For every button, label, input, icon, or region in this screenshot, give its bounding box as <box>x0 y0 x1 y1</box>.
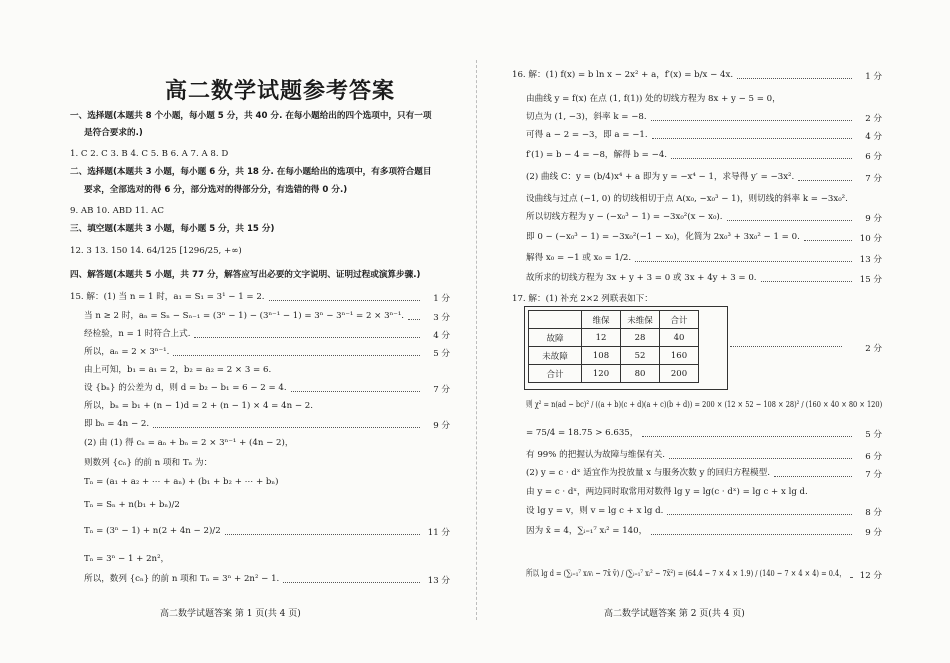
score-label: 9 分 <box>865 214 882 224</box>
text-line: f′(1) = b − 4 = −8，解得 b = −4. <box>526 150 668 160</box>
text-line: Tₙ = (a₁ + a₂ + ⋯ + aₙ) + (b₁ + b₂ + ⋯ + bₙ) <box>84 477 279 487</box>
table-row <box>529 365 699 383</box>
leader-dots <box>850 577 852 578</box>
text-line: 二、选择题(本题共 3 小题，每小题 6 分，共 18 分. 在每小题给出的选项中，有多项符合题目 <box>70 167 432 177</box>
text-line: 12. 3 13. 150 14. 64/125 [1296/25, +∞) <box>70 246 242 256</box>
text-line: (2) y = c · dˣ 适宜作为投放量 x 与服务次数 y 的回归方程模型. <box>526 468 770 478</box>
page-footer-1: 高二数学试题答案 第 1 页(共 4 页) <box>160 609 301 619</box>
table-header-cell: 合计 <box>660 311 699 329</box>
leader-dots <box>669 458 852 459</box>
table-cell: 52 <box>621 347 660 365</box>
leader-dots <box>804 240 852 241</box>
text-line: 则 χ² = n(ad − bc)² / ((a + b)(c + d)(a + c)(b + d)) = 200 × (12 × 52 − 108 × 28)² / (160 × 40 × 80 × 120) <box>526 400 883 410</box>
text-line: = 75/4 = 18.75 > 6.635， <box>526 428 639 438</box>
table-row <box>529 347 699 365</box>
leader-dots <box>737 78 852 79</box>
score-label: 1 分 <box>433 294 450 304</box>
table-cell: 120 <box>582 365 621 383</box>
leader-dots <box>635 261 852 262</box>
score-label: 5 分 <box>433 349 450 359</box>
leader-dots <box>667 514 852 515</box>
text-line: 17. 解：(1) 补充 2×2 列联表如下： <box>512 294 653 304</box>
text-line: Tₙ = (3ⁿ − 1) + n(2 + 4n − 2)/2 <box>84 526 221 536</box>
text-line: 经检验，n = 1 时符合上式. <box>84 329 191 339</box>
table-cell: 40 <box>660 329 699 347</box>
score-label: 10 分 <box>859 234 882 244</box>
text-line: 所以切线方程为 y − (−x₀³ − 1) = −3x₀²(x − x₀). <box>526 212 723 222</box>
text-line: 所以，aₙ = 2 × 3ⁿ⁻¹. <box>84 347 170 357</box>
text-line: 由曲线 y = f(x) 在点 (1, f(1)) 处的切线方程为 8x + y − 5 = 0， <box>526 94 781 104</box>
table-cell: 12 <box>582 329 621 347</box>
score-label: 12 分 <box>859 571 882 581</box>
score-label: 4 分 <box>865 132 882 142</box>
text-line: 三、填空题(本题共 3 小题，每小题 5 分，共 15 分) <box>70 224 275 234</box>
text-line: 设 lg y = v，则 v = lg c + x lg d. <box>526 506 664 516</box>
text-line: 四、解答题(本题共 5 小题，共 77 分，解答应写出必要的文字说明、证明过程或演算步骤.) <box>70 270 421 280</box>
leader-dots <box>291 391 420 392</box>
leader-dots <box>727 220 852 221</box>
text-line: 由上可知，b₁ = a₁ = 2，b₂ = a₂ = 2 × 3 = 6. <box>84 365 272 375</box>
text-line: 9. AB 10. ABD 11. AC <box>70 206 164 216</box>
table-header-cell: 未维保 <box>621 311 660 329</box>
score-label: 15 分 <box>859 275 882 285</box>
text-line: 有 99% 的把握认为故障与维保有关. <box>526 450 666 460</box>
table-header-cell <box>529 311 582 329</box>
table-cell: 故障 <box>529 329 582 347</box>
leader-dots <box>671 158 852 159</box>
score-label: 6 分 <box>865 452 882 462</box>
text-line: 16. 解：(1) f(x) = b ln x − 2x² + a，f′(x) = b/x − 4x. <box>512 70 734 80</box>
score-label: 3 分 <box>433 313 450 323</box>
text-line: 所以，bₙ = b₁ + (n − 1)d = 2 + (n − 1) × 4 = 4n − 2. <box>84 401 313 411</box>
leader-dots <box>651 120 852 121</box>
text-line: 可得 a − 2 = −3，即 a = −1. <box>526 130 648 140</box>
leader-dots <box>652 138 852 139</box>
text-line: (2) 曲线 C：y = (b/4)x⁴ + a 即为 y = −x⁴ − 1，求导得 y′ = −3x². <box>526 172 795 182</box>
text-line: Tₙ = 3ⁿ − 1 + 2n²， <box>84 554 170 564</box>
text-line: 一、选择题(本题共 8 个小题，每小题 5 分，共 40 分. 在每小题给出的四个选项中，只有一项 <box>70 111 432 121</box>
text-line: 要求，全部选对的得 6 分，部分选对的得部分分，有选错的得 0 分.) <box>84 185 348 195</box>
contingency-table <box>528 310 699 383</box>
table-cell: 合计 <box>529 365 582 383</box>
text-line: 设 {bₙ} 的公差为 d，则 d = b₂ − b₁ = 6 − 2 = 4. <box>84 383 287 393</box>
leader-dots <box>798 180 852 181</box>
table-cell: 28 <box>621 329 660 347</box>
text-line: 15. 解：(1) 当 n = 1 时，a₁ = S₁ = 3¹ − 1 = 2. <box>70 292 265 302</box>
page-1 <box>70 0 450 663</box>
text-line: (2) 由 (1) 得 cₙ = aₙ + bₙ = 2 × 3ⁿ⁻¹ + (4n − 2)， <box>84 438 294 448</box>
text-line: 即 0 − (−x₀³ − 1) = −3x₀²(−1 − x₀)，化简为 2x₀³ + 3x₀² − 1 = 0. <box>526 232 800 242</box>
text-line: 即 bₙ = 4n − 2. <box>84 419 150 429</box>
text-line: 由 y = c · dˣ，两边同时取常用对数得 lg y = lg(c · dˣ) = lg c + x lg d. <box>526 487 808 497</box>
leader-dots <box>153 427 420 428</box>
text-line: 所以 lg d = (∑ᵢ₌₁⁷ xᵢvᵢ − 7x̄ v̄) / (∑ᵢ₌₁⁷ xᵢ² − 7x̄²) = (64.4 − 7 × 4 × 1.9) / (140 − 7 × 4 × 4) = 0.4， <box>526 569 846 579</box>
page-footer-2: 高二数学试题答案 第 2 页(共 4 页) <box>604 609 745 619</box>
text-line: 当 n ≥ 2 时，aₙ = Sₙ − Sₙ₋₁ = (3ⁿ − 1) − (3ⁿ⁻¹ − 1) = 3ⁿ − 3ⁿ⁻¹ = 2 × 3ⁿ⁻¹. <box>84 311 404 321</box>
text-line: 则数列 {cₙ} 的前 n 项和 Tₙ 为： <box>84 458 213 468</box>
score-label: 1 分 <box>865 72 882 82</box>
leader-dots <box>194 337 420 338</box>
text-line: 切点为 (1, −3)，斜率 k = −8. <box>526 112 647 122</box>
page-title: 高二数学试题参考答案 <box>165 79 396 104</box>
text-line: 1. C 2. C 3. B 4. C 5. B 6. A 7. A 8. D <box>70 149 229 159</box>
leader-dots <box>761 281 852 282</box>
leader-dots <box>283 582 420 583</box>
leader-dots <box>269 300 420 301</box>
table-row <box>529 329 699 347</box>
leader-dots <box>651 534 852 535</box>
score-label: 7 分 <box>865 174 882 184</box>
page-divider <box>476 60 477 620</box>
table-cell: 160 <box>660 347 699 365</box>
score-label: 2 分 <box>865 114 882 124</box>
text-line: 因为 x̄ = 4，∑ᵢ₌₁⁷ xᵢ² = 140， <box>526 526 648 536</box>
text-line: 所以，数列 {cₙ} 的前 n 项和 Tₙ = 3ⁿ + 2n² − 1. <box>84 574 280 584</box>
table-cell: 200 <box>660 365 699 383</box>
score-label: 8 分 <box>865 508 882 518</box>
table-cell: 80 <box>621 365 660 383</box>
score-label: 4 分 <box>433 331 450 341</box>
text-line: 设曲线与过点 (−1, 0) 的切线相切于点 A(x₀, −x₀³ − 1)，则切线的斜率 k = −3x₀². <box>526 194 848 204</box>
score-label: 13 分 <box>859 255 882 265</box>
score-label: 9 分 <box>433 421 450 431</box>
score-label: 6 分 <box>865 152 882 162</box>
table-header-cell: 维保 <box>582 311 621 329</box>
score-label: 7 分 <box>865 470 882 480</box>
text-line: Tₙ = Sₙ + n(b₁ + bₙ)/2 <box>84 500 180 510</box>
leader-dots <box>642 436 852 437</box>
leader-dots <box>173 355 420 356</box>
leader-dots <box>225 534 420 535</box>
score-label: 13 分 <box>427 576 450 586</box>
table-score: 2 分 <box>865 344 882 354</box>
leader-dots <box>774 476 852 477</box>
text-line: 解得 x₀ = −1 或 x₀ = 1/2. <box>526 253 632 263</box>
table-cell: 未故障 <box>529 347 582 365</box>
page-2 <box>512 0 882 663</box>
score-label: 9 分 <box>865 528 882 538</box>
table-cell: 108 <box>582 347 621 365</box>
text-line: 故所求的切线方程为 3x + y + 3 = 0 或 3x + 4y + 3 = 0. <box>526 273 757 283</box>
leader-dots <box>408 319 420 320</box>
score-label: 7 分 <box>433 385 450 395</box>
score-label: 5 分 <box>865 430 882 440</box>
text-line: 是符合要求的.) <box>84 128 143 138</box>
score-label: 11 分 <box>427 528 450 538</box>
